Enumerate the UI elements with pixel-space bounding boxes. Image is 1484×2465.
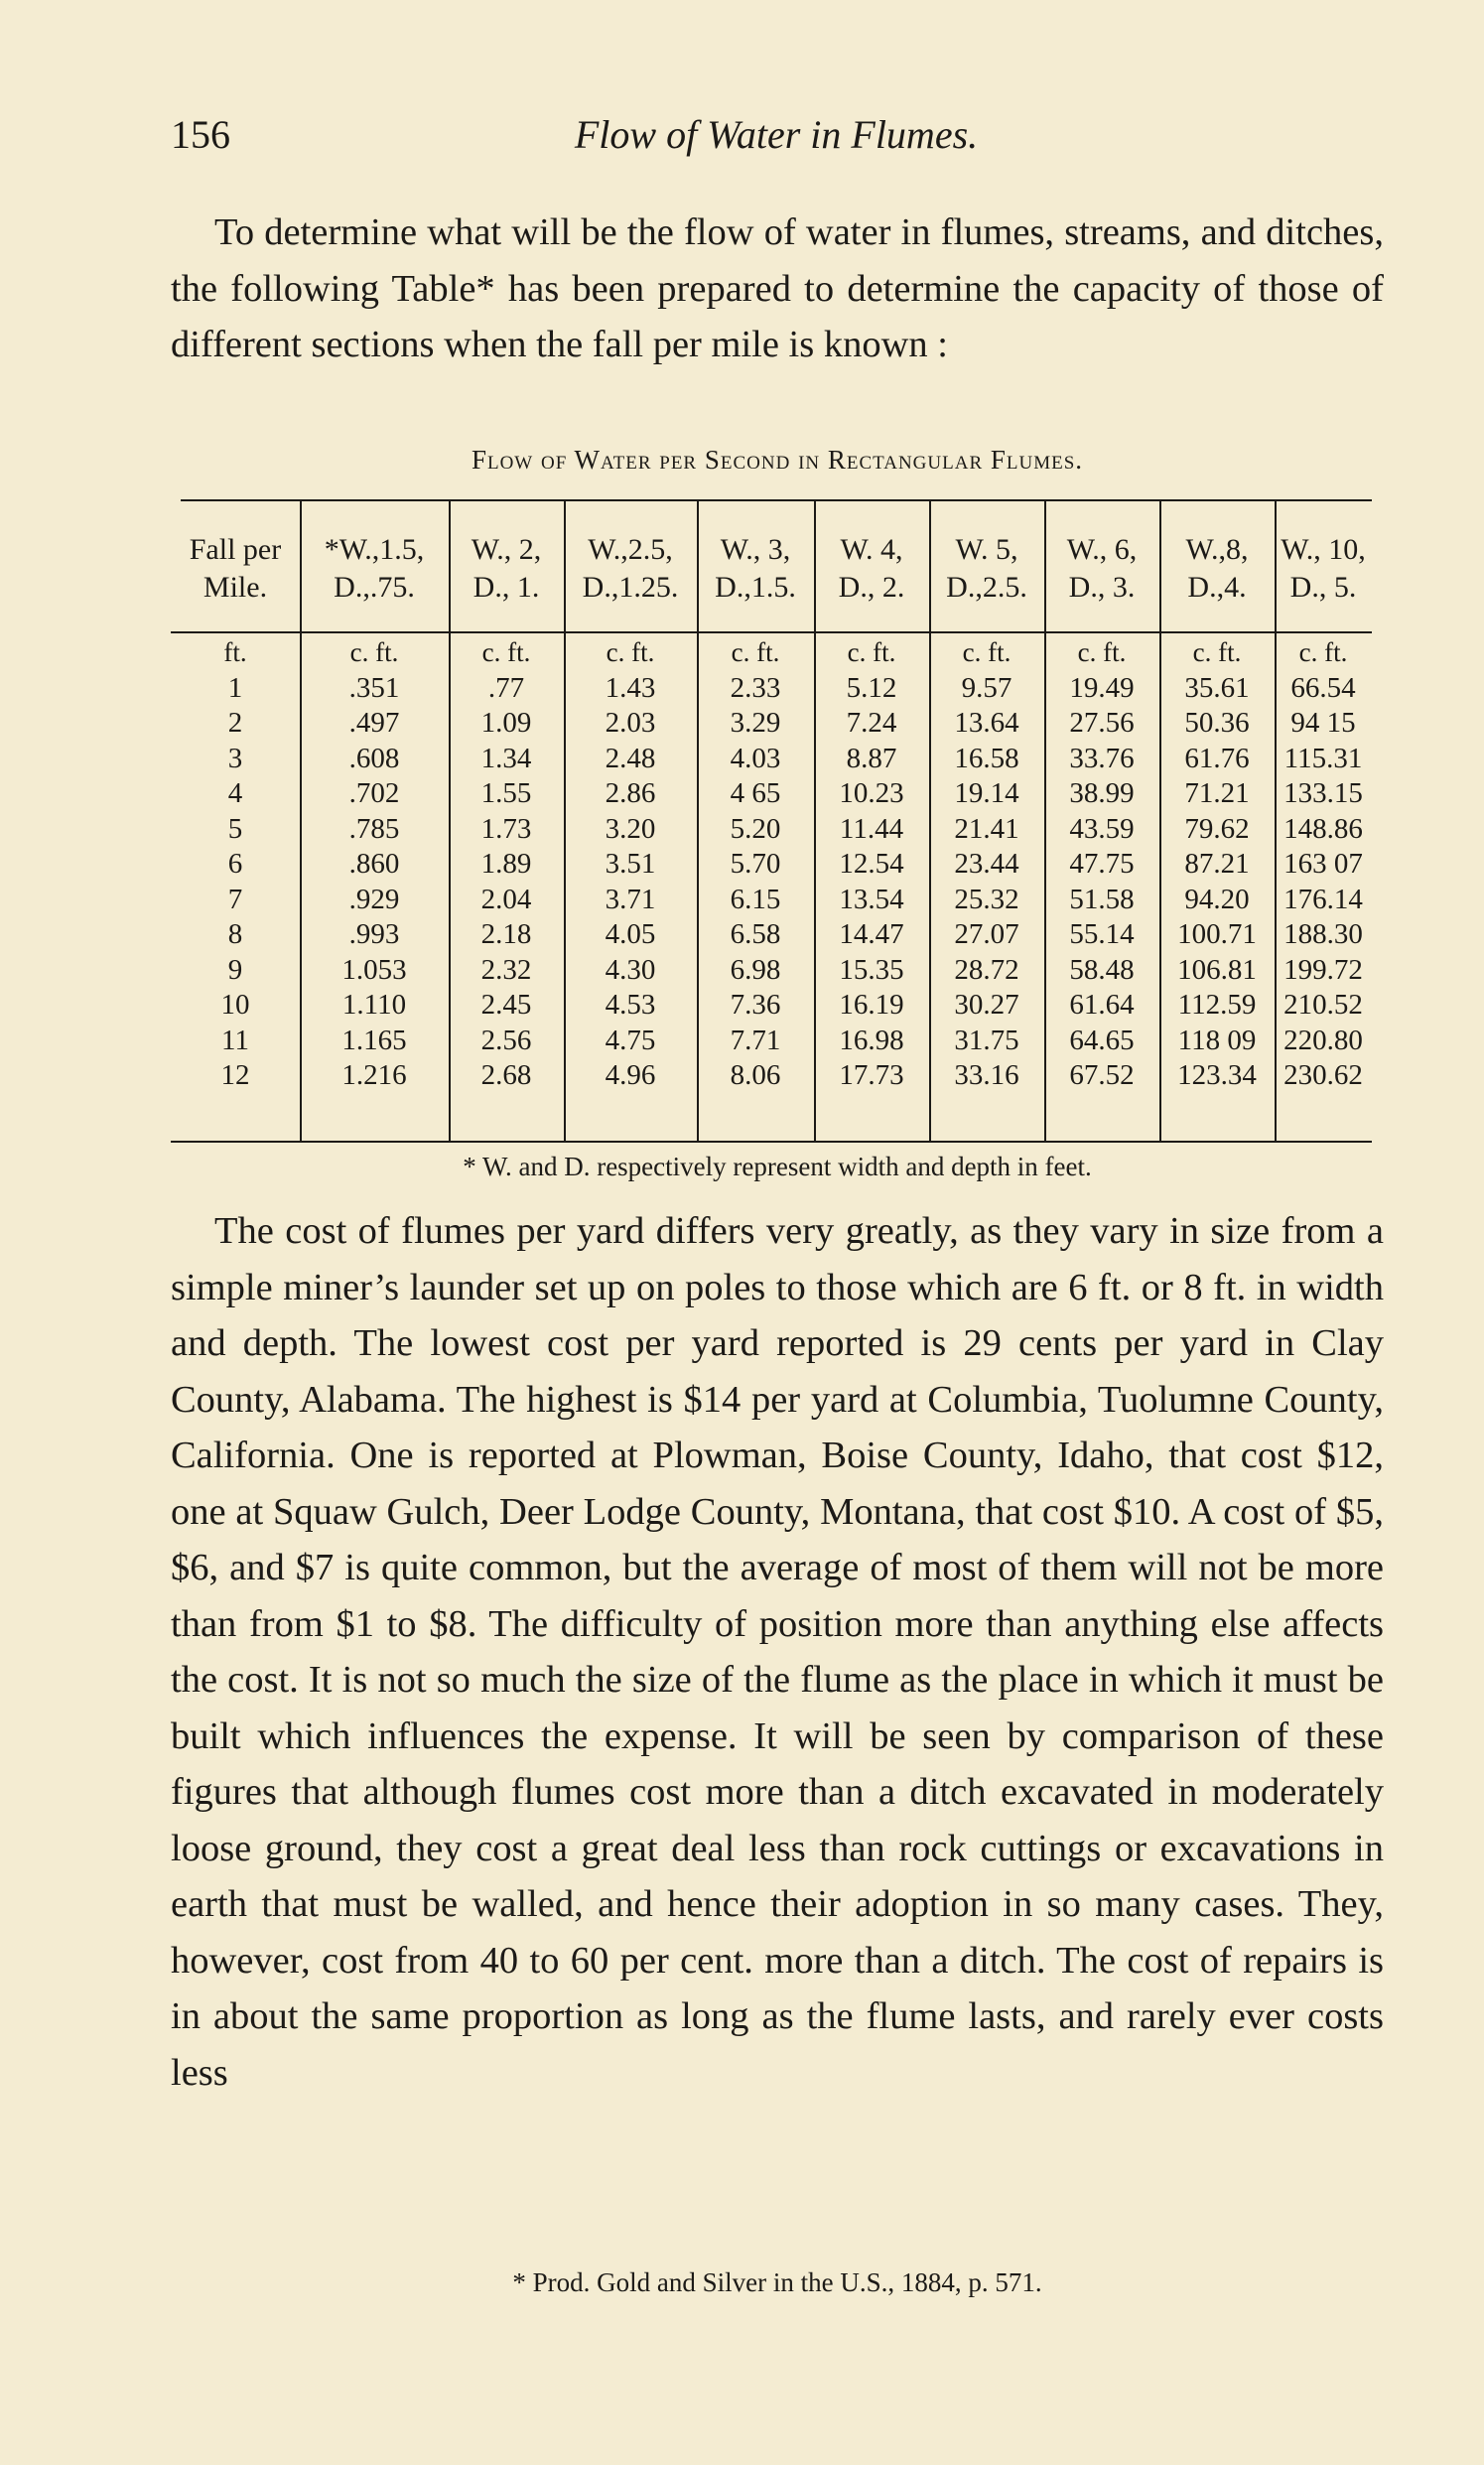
table-cell: 3.51	[605, 848, 656, 880]
intro-paragraph	[171, 205, 1384, 373]
table-cell: 8.06	[730, 1059, 781, 1091]
table-cell: 10.23	[839, 777, 904, 809]
table-cell: 50.36	[1184, 707, 1250, 739]
table-cell: 2.48	[605, 742, 656, 774]
table-cell: 5.70	[730, 848, 781, 880]
column-w3	[697, 499, 814, 1141]
table-cell: 11.44	[839, 812, 904, 845]
unit-label: c. ft.	[606, 637, 655, 667]
unit-label: c. ft.	[847, 637, 896, 667]
column-header: W.,2.5, D.,1.25.	[582, 533, 679, 604]
table-cell: 6.98	[730, 953, 781, 986]
table-cell: 4.05	[605, 918, 656, 950]
table-cell: .77	[487, 671, 525, 704]
table-cell: 28.72	[954, 953, 1019, 986]
table-cell: 27.56	[1069, 707, 1135, 739]
table-title: Flow of Water per Second in Rectangular Flumes.	[471, 445, 1084, 475]
table-cell: 2.04	[480, 883, 532, 915]
table-cell: 115.31	[1283, 742, 1363, 774]
column-w1-5	[300, 499, 449, 1141]
column-header: W., 3, D.,1.5.	[715, 533, 796, 604]
table-cell: 15.35	[839, 953, 904, 986]
column-fall-per-mile	[171, 499, 300, 1141]
table-cell: 5.12	[846, 671, 897, 704]
table-cell: 210.52	[1283, 989, 1363, 1021]
table-cell: 1.110	[341, 989, 407, 1021]
table-cell: 11	[221, 1024, 249, 1056]
table-cell: 1.053	[341, 953, 407, 986]
table-footnote: * W. and D. respectively represent width and depth in feet.	[463, 1152, 1092, 1181]
table-cell: 87.21	[1184, 848, 1250, 880]
table-cell: .702	[348, 777, 400, 809]
table-cell: 1.165	[341, 1024, 407, 1056]
table-cell: .497	[348, 707, 400, 739]
table-cell: 25.32	[954, 883, 1019, 915]
table-cell: 16.98	[839, 1024, 904, 1056]
table-cell: 123.34	[1177, 1059, 1257, 1091]
table-cell: 2.56	[480, 1024, 532, 1056]
table-cell: 47.75	[1069, 848, 1135, 880]
table-cell: 3.71	[605, 883, 656, 915]
table-cell: 51.58	[1069, 883, 1135, 915]
table-cell: 4.96	[605, 1059, 656, 1091]
table-cell: 1.89	[480, 848, 532, 880]
table-cell: 2	[227, 707, 243, 739]
unit-label: c. ft.	[481, 637, 531, 667]
table-cell: 64.65	[1069, 1024, 1135, 1056]
table-cell: .993	[348, 918, 400, 950]
column-w2	[449, 499, 564, 1141]
table-cell: 1.73	[480, 812, 532, 845]
table-cell: 31.75	[954, 1024, 1019, 1056]
unit-label: c. ft.	[1192, 637, 1242, 667]
table-cell: 9.57	[961, 671, 1012, 704]
table-cell: 1	[227, 671, 243, 704]
table-cell: 106.81	[1177, 953, 1257, 986]
table-cell: 33.76	[1069, 742, 1135, 774]
table-cell: 133.15	[1283, 777, 1363, 809]
table-cell: 188.30	[1283, 918, 1363, 950]
table-cell: 66.54	[1290, 671, 1356, 704]
table-cell: 79.62	[1184, 812, 1250, 845]
body-text: The cost of flumes per yard differs very greatly, as they vary in size from a simple miner’s launder set up on poles to those which are 6 ft. or 8 ft. in width and depth. The lowest cost per yard reported is 29 cents per yard in Clay County, Alabama. The highest is $14 per yard at Columbia, Tuolumne County, California. One is reported at Plowman, Boise County, Idaho, that cost $12, one at Squaw Gulch, Deer Lodge County, Montana, that cost $10. A cost of $5, $6, and $7 is quite common, but the average of most of them will not be more than from $1 to $8. The difficulty of position more than anything else affects the cost. It is not so much the size of the flume as the place in which it must be built which influences the expense. It will be seen by comparison of these figures that although flumes cost more than a ditch excavated in moderately loose ground, they cost a great deal less than rock cuttings or excavations in earth that must be walled, and hence their adoption in so many cases. They, however, cost from 40 to 60 per cent. more than a ditch. The cost of repairs is in about the same proportion as long as the flume lasts, and rarely ever costs less	[171, 1210, 1384, 2094]
table-cell: 2.68	[480, 1059, 532, 1091]
table-cell: 13.64	[954, 707, 1019, 739]
table-cell: 7.71	[730, 1024, 781, 1056]
table-cell: 21.41	[954, 812, 1019, 845]
table-cell: 19.14	[954, 777, 1019, 809]
table-cell: .351	[348, 671, 400, 704]
table-cell: 10	[220, 989, 250, 1021]
table-cell: 58.48	[1069, 953, 1135, 986]
column-w8	[1159, 499, 1275, 1141]
column-w10	[1275, 499, 1372, 1141]
table-cell: 14.47	[839, 918, 904, 950]
table-cell: 176.14	[1283, 883, 1363, 915]
table-cell: 2.32	[480, 953, 532, 986]
table-cell: 17.73	[839, 1059, 904, 1091]
unit-label: c. ft.	[1298, 637, 1348, 667]
table-cell: 220.80	[1283, 1024, 1363, 1056]
table-cell: 148.86	[1283, 812, 1363, 845]
table-cell: 2.03	[605, 707, 656, 739]
unit-label: c. ft.	[349, 637, 399, 667]
flow-table	[171, 499, 1372, 1143]
table-cell: 3.20	[605, 812, 656, 845]
table-cell: 7	[227, 883, 243, 915]
table-cell: 43.59	[1069, 812, 1135, 845]
table-cell: 94 15	[1290, 707, 1356, 739]
column-header: *W.,1.5, D.,.75.	[324, 533, 425, 604]
table-cell: 55.14	[1069, 918, 1135, 950]
table-cell: 67.52	[1069, 1059, 1135, 1091]
table-cell: 5	[227, 812, 243, 845]
table-cell: 61.76	[1184, 742, 1250, 774]
column-header: Fall per Mile.	[189, 533, 282, 604]
table-cell: 1.34	[480, 742, 532, 774]
table-cell: 19.49	[1069, 671, 1135, 704]
page-footnote: * Prod. Gold and Silver in the U.S., 1884, p. 571.	[512, 2267, 1042, 2297]
table-cell: 112.59	[1177, 989, 1257, 1021]
table-cell: 6	[227, 848, 243, 880]
table-cell: 118 09	[1177, 1024, 1257, 1056]
table-cell: 5.20	[730, 812, 781, 845]
table-cell: 4.30	[605, 953, 656, 986]
table-cell: 61.64	[1069, 989, 1135, 1021]
table-cell: 9	[227, 953, 243, 986]
table-cell: 16.19	[839, 989, 904, 1021]
table-cell: 1.43	[605, 671, 656, 704]
column-header: W., 6, D., 3.	[1066, 533, 1138, 604]
table-cell: 6.58	[730, 918, 781, 950]
table-cell: 4.75	[605, 1024, 656, 1056]
table-cell: .608	[348, 742, 400, 774]
unit-label: ft.	[223, 637, 247, 667]
table-cell: 16.58	[954, 742, 1019, 774]
column-header: W. 4, D., 2.	[838, 533, 905, 604]
table-cell: 23.44	[954, 848, 1019, 880]
table-cell: 8	[227, 918, 243, 950]
unit-label: c. ft.	[1077, 637, 1127, 667]
table-cell: 2.33	[730, 671, 781, 704]
table-cell: 7.24	[846, 707, 897, 739]
table-cell: 8.87	[846, 742, 897, 774]
column-w4	[814, 499, 929, 1141]
column-w6	[1044, 499, 1159, 1141]
table-cell: 4 65	[730, 777, 781, 809]
table-cell: 13.54	[839, 883, 904, 915]
table-cell: 3.29	[730, 707, 781, 739]
intro-text: To determine what will be the flow of water in flumes, streams, and ditches, the following Table* has been prepared to determine the capacity of those of different sections when the fall per mile is known :	[171, 211, 1384, 365]
table-cell: .785	[348, 812, 400, 845]
unit-label: c. ft.	[962, 637, 1012, 667]
table-cell: 27.07	[954, 918, 1019, 950]
table-cell: 100.71	[1177, 918, 1257, 950]
table-cell: 1.09	[480, 707, 532, 739]
column-w2-5	[564, 499, 697, 1141]
table-cell: 7.36	[730, 989, 781, 1021]
table-cell: .860	[348, 848, 400, 880]
column-w5	[929, 499, 1044, 1141]
table-cell: 199.72	[1283, 953, 1363, 986]
table-cell: 3	[227, 742, 243, 774]
table-cell: 1.55	[480, 777, 532, 809]
table-cell: 1.216	[341, 1059, 407, 1091]
column-header: W.,8, D.,4.	[1185, 533, 1249, 604]
table-cell: 35.61	[1184, 671, 1250, 704]
table-bottom-rule	[171, 1141, 1372, 1143]
page-number: 156	[171, 112, 230, 157]
column-header: W., 10, D., 5.	[1281, 533, 1366, 604]
table-cell: 33.16	[954, 1059, 1019, 1091]
table-cell: 71.21	[1184, 777, 1250, 809]
table-cell: 38.99	[1069, 777, 1135, 809]
table-cell: .929	[348, 883, 400, 915]
table-cell: 4.53	[605, 989, 656, 1021]
table-cell: 12.54	[839, 848, 904, 880]
table-cell: 94.20	[1184, 883, 1250, 915]
table-cell: 12	[220, 1059, 250, 1091]
table-cell: 6.15	[730, 883, 781, 915]
table-cell: 4.03	[730, 742, 781, 774]
table-cell: 2.86	[605, 777, 656, 809]
table-cell: 4	[227, 777, 243, 809]
unit-label: c. ft.	[731, 637, 780, 667]
column-header: W., 2, D., 1.	[471, 533, 542, 604]
running-title: Flow of Water in Flumes.	[574, 112, 979, 157]
table-cell: 30.27	[954, 989, 1019, 1021]
table-cell: 163 07	[1283, 848, 1363, 880]
table-cell: 230.62	[1283, 1059, 1363, 1091]
table-cell: 2.45	[480, 989, 532, 1021]
table-cell: 2.18	[480, 918, 532, 950]
body-paragraph	[171, 1203, 1384, 2101]
running-head	[171, 111, 1382, 171]
column-header: W. 5, D.,2.5.	[946, 533, 1027, 604]
